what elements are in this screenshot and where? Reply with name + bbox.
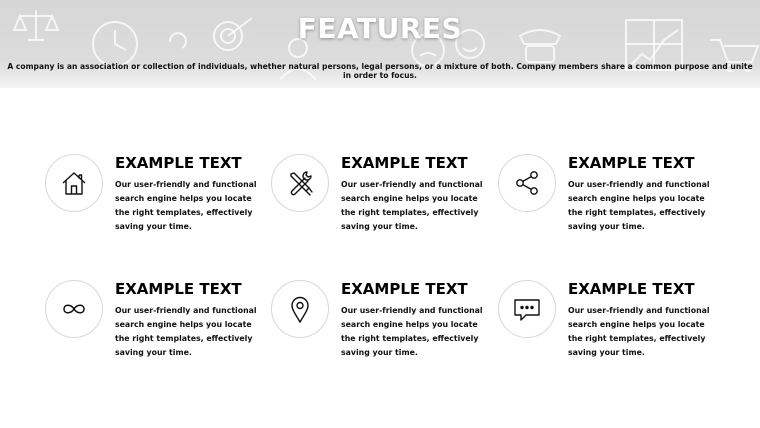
feature-description: Our user-friendly and functional search engine helps you locate the right templates, effectively saving your time. xyxy=(568,306,710,357)
feature-description: Our user-friendly and functional search engine helps you locate the right templates, effectively saving your time. xyxy=(115,180,257,231)
feature-title: EXAMPLE TEXT xyxy=(568,154,695,172)
feature-description: Our user-friendly and functional search engine helps you locate the right templates, effectively saving your time. xyxy=(568,180,710,231)
tools-icon xyxy=(285,168,315,198)
feature-description: Our user-friendly and functional search engine helps you locate the right templates, effectively saving your time. xyxy=(341,180,483,231)
feature-card xyxy=(271,154,491,264)
home-icon xyxy=(59,168,89,198)
share-icon xyxy=(512,168,542,198)
feature-title: EXAMPLE TEXT xyxy=(341,154,468,172)
feature-icon-circle xyxy=(498,154,556,212)
location-pin-icon xyxy=(285,294,315,324)
page-subtitle: A company is an association or collection of individuals, whether natural persons, legal persons, or a mixture of both. Company members share a common purpose and unite in order to focus. xyxy=(7,62,753,80)
feature-title: EXAMPLE TEXT xyxy=(341,280,468,298)
feature-icon-circle xyxy=(271,154,329,212)
feature-icon-circle xyxy=(45,154,103,212)
feature-icon-circle xyxy=(271,280,329,338)
feature-card xyxy=(498,280,718,390)
feature-title: EXAMPLE TEXT xyxy=(115,154,242,172)
feature-card xyxy=(271,280,491,390)
feature-icon-circle xyxy=(45,280,103,338)
infinity-icon xyxy=(59,294,89,324)
feature-title: EXAMPLE TEXT xyxy=(568,280,695,298)
feature-card xyxy=(498,154,718,264)
feature-icon-circle xyxy=(498,280,556,338)
feature-title: EXAMPLE TEXT xyxy=(115,280,242,298)
feature-card xyxy=(45,280,265,390)
chat-bubble-icon xyxy=(512,294,542,324)
feature-card xyxy=(45,154,265,264)
page-title: FEATURES xyxy=(297,12,463,45)
feature-description: Our user-friendly and functional search engine helps you locate the right templates, effectively saving your time. xyxy=(341,306,483,357)
feature-description: Our user-friendly and functional search engine helps you locate the right templates, effectively saving your time. xyxy=(115,306,257,357)
